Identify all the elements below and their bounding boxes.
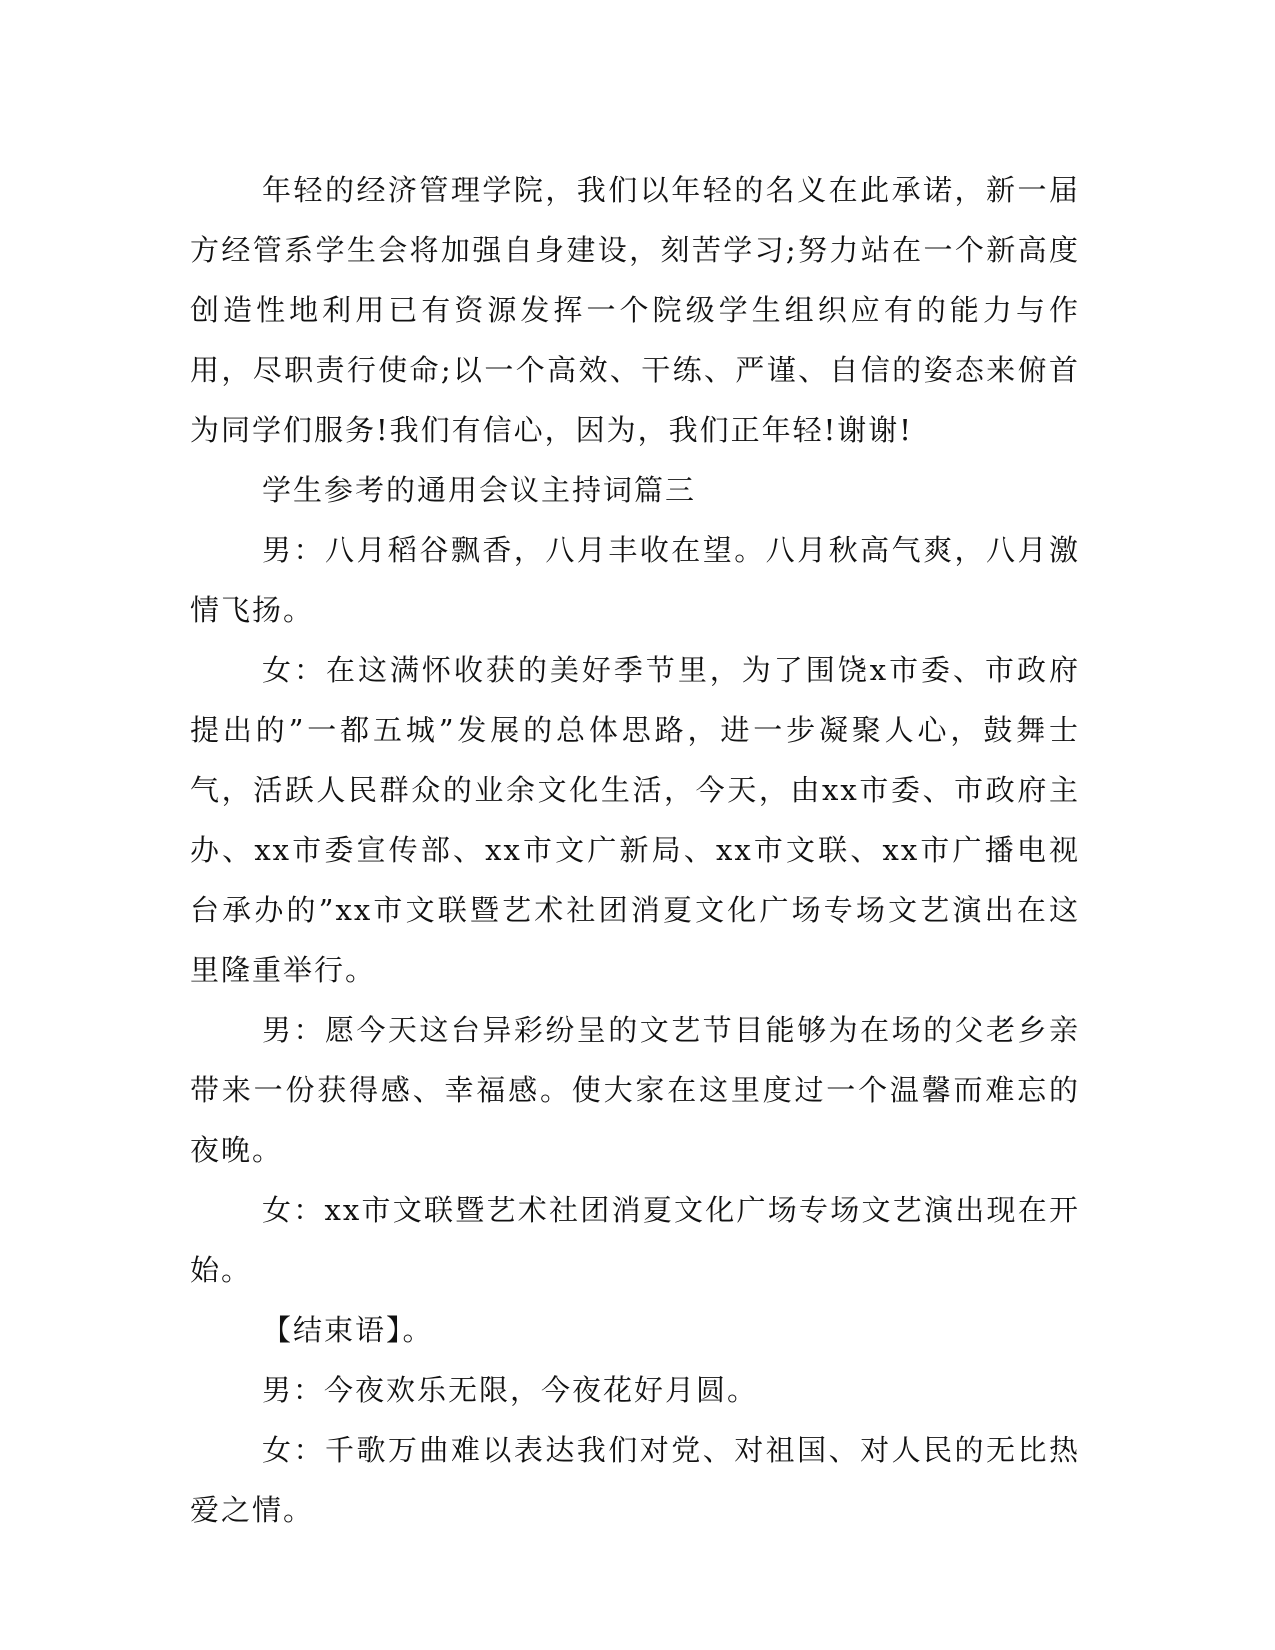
paragraph-female-closing: 女：千歌万曲难以表达我们对党、对祖国、对人民的无比热爱之情。 (190, 1433, 1080, 1527)
closing-remarks-heading: 【结束语】。 (262, 1313, 434, 1347)
paragraph-male-closing: 男：今夜欢乐无限，今夜花好月圆。 (262, 1373, 759, 1407)
paragraph-female-opening: 女：在这满怀收获的美好季节里，为了围饶x市委、市政府提出的”一都五城”发展的总体思路，进一步凝聚人心，鼓舞士气，活跃人民群众的业余文化生活，今天，由xx市委、市政府主办、xx市委宣传部、xx市文广新局、xx市文联、xx市广播电视台承办的”xx市文联暨艺术社团消夏文化广场专场文艺演出在这里隆重举行。 (190, 653, 1080, 987)
section-heading: 学生参考的通用会议主持词篇三 (262, 473, 697, 507)
paragraph-male-wish: 男：愿今天这台异彩纷呈的文艺节目能够为在场的父老乡亲带来一份获得感、幸福感。使大家在这里度过一个温馨而难忘的夜晚。 (190, 1013, 1080, 1167)
paragraph-male-opening: 男：八月稻谷飘香，八月丰收在望。八月秋高气爽，八月激情飞扬。 (190, 533, 1080, 627)
paragraph-female-start: 女：xx市文联暨艺术社团消夏文化广场专场文艺演出现在开始。 (190, 1193, 1080, 1287)
paragraph-closing-pledge: 年轻的经济管理学院，我们以年轻的名义在此承诺，新一届方经管系学生会将加强自身建设，刻苦学习;努力站在一个新高度创造性地利用已有资源发挥一个院级学生组织应有的能力与作用，尽职责行使命;以一个高效、干练、严谨、自信的姿态来俯首为同学们服务!我们有信心，因为，我们正年轻!谢谢! (190, 173, 1080, 447)
document-body (190, 160, 1080, 1540)
